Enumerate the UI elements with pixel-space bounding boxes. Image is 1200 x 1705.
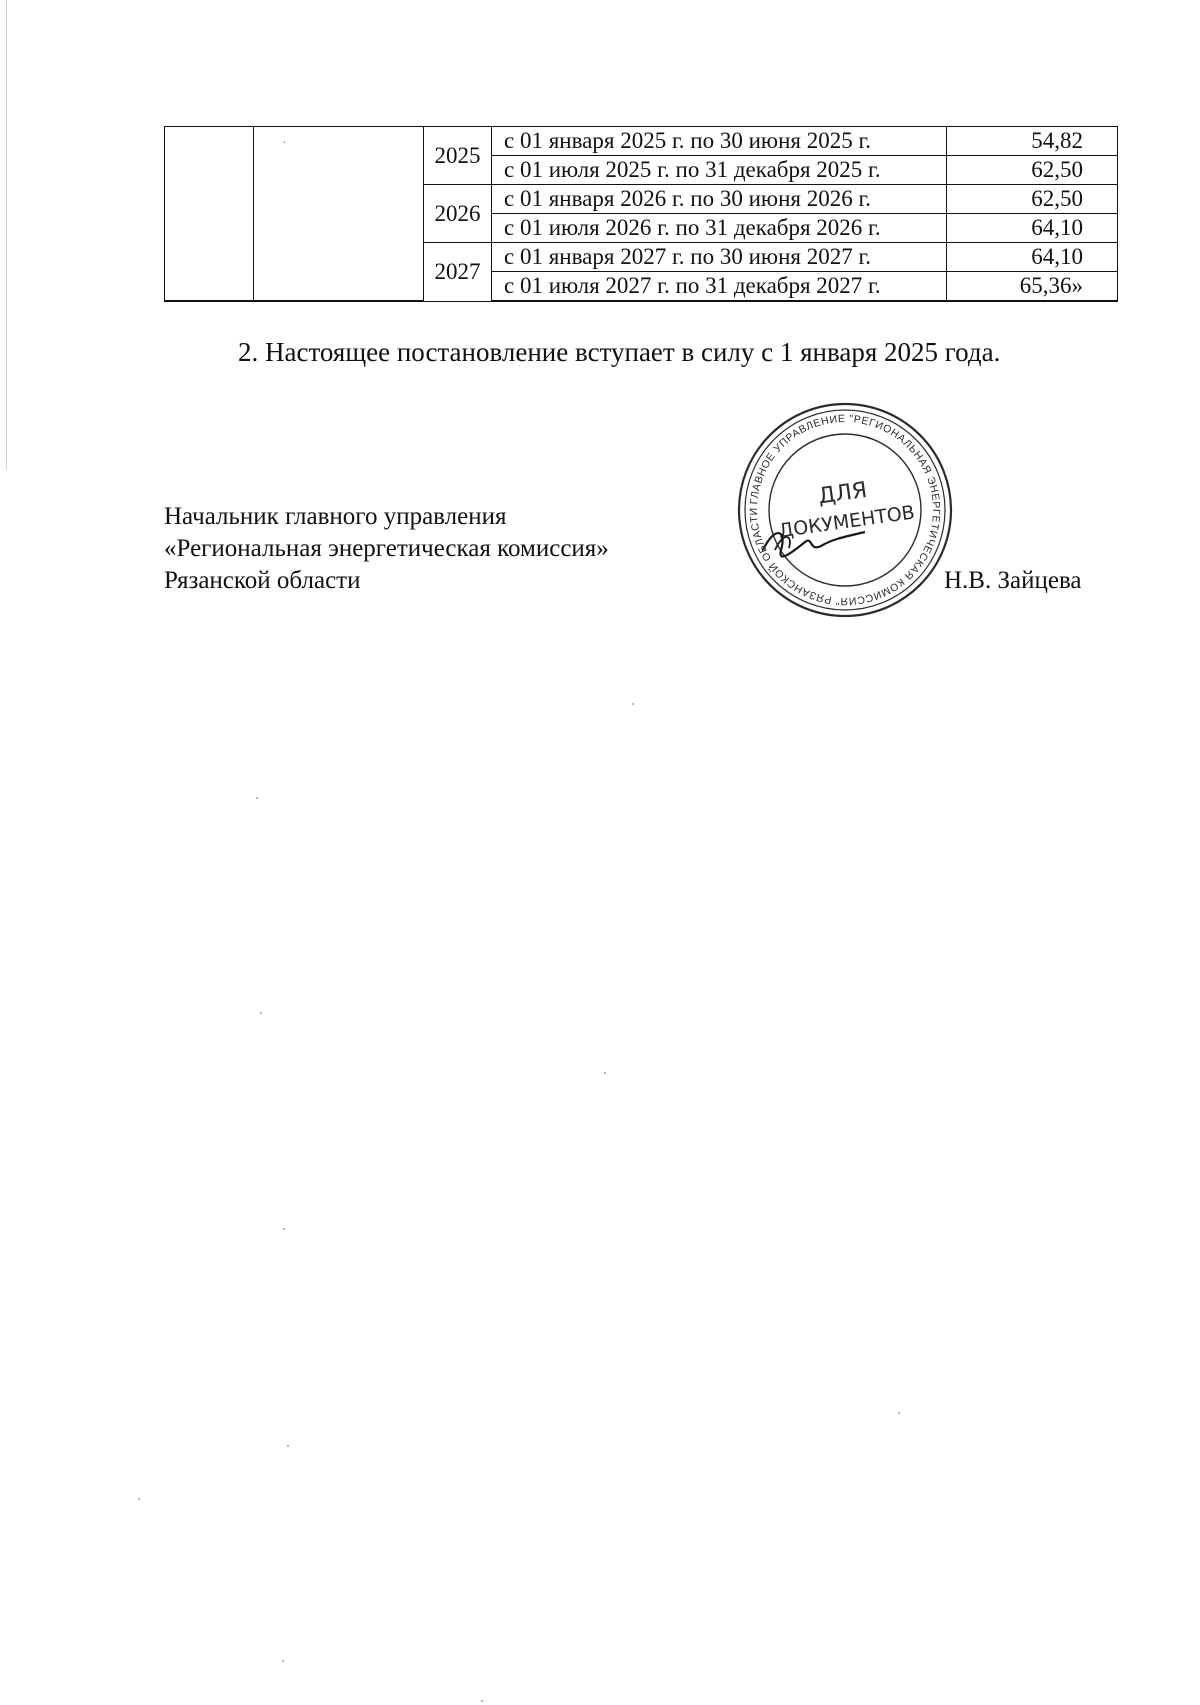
position-line: Рязанской области bbox=[164, 567, 361, 594]
official-seal-stamp bbox=[735, 400, 955, 620]
position-line: Начальник главного управления bbox=[164, 503, 507, 530]
value-cell: 62,50 bbox=[947, 156, 1118, 185]
scan-speck bbox=[283, 1228, 285, 1230]
value-cell: 54,82 bbox=[947, 127, 1118, 156]
position-line: «Региональная энергетическая комиссия» bbox=[164, 535, 609, 562]
scan-edge-line bbox=[6, 0, 7, 470]
seal-center-line: ДОКУМЕНТОВ bbox=[777, 501, 917, 543]
value-cell: 62,50 bbox=[947, 185, 1118, 214]
scan-speck bbox=[138, 1498, 140, 1500]
signatory-name: Н.В. Зайцева bbox=[944, 567, 1082, 594]
effective-date-clause: 2. Настоящее постановление вступает в силу с 1 января 2025 года. bbox=[238, 337, 1001, 367]
scan-speck bbox=[481, 1700, 483, 1702]
scan-dot: · bbox=[283, 138, 287, 149]
period-cell: с 01 января 2026 г. по 30 июня 2026 г. bbox=[492, 185, 947, 214]
scan-speck bbox=[260, 1012, 262, 1014]
seal-ring-text: ГЛАВНОЕ УПРАВЛЕНИЕ "РЕГИОНАЛЬНАЯ ЭНЕРГЕТИЧЕСКАЯ КОМИССИЯ" РЯЗАНСКОЙ ОБЛАСТИ bbox=[747, 412, 943, 608]
signatory-position bbox=[164, 501, 609, 597]
scan-speck bbox=[256, 797, 258, 799]
table-empty-cell bbox=[254, 127, 424, 302]
value-cell: 64,10 bbox=[947, 214, 1118, 243]
year-cell: 2027 bbox=[424, 243, 492, 302]
period-cell: с 01 января 2025 г. по 30 июня 2025 г. bbox=[492, 127, 947, 156]
year-cell: 2026 bbox=[424, 185, 492, 243]
period-cell: с 01 июля 2026 г. по 31 декабря 2026 г. bbox=[492, 214, 947, 243]
scan-speck bbox=[282, 1660, 284, 1662]
table-empty-cell bbox=[165, 127, 254, 302]
period-cell: с 01 июля 2027 г. по 31 декабря 2027 г. bbox=[492, 272, 947, 302]
value-cell: 64,10 bbox=[947, 243, 1118, 272]
tariff-table bbox=[164, 126, 1118, 302]
scan-speck bbox=[604, 1072, 606, 1074]
year-cell: 2025 bbox=[424, 127, 492, 185]
period-cell: с 01 июля 2025 г. по 31 декабря 2025 г. bbox=[492, 156, 947, 185]
scan-speck bbox=[632, 703, 634, 705]
table-row bbox=[165, 127, 1118, 156]
seal-center-line: ДЛЯ bbox=[816, 477, 869, 510]
period-cell: с 01 января 2027 г. по 30 июня 2027 г. bbox=[492, 243, 947, 272]
value-cell: 65,36» bbox=[947, 272, 1118, 302]
scan-speck bbox=[287, 1445, 289, 1447]
scan-speck bbox=[898, 1412, 900, 1414]
